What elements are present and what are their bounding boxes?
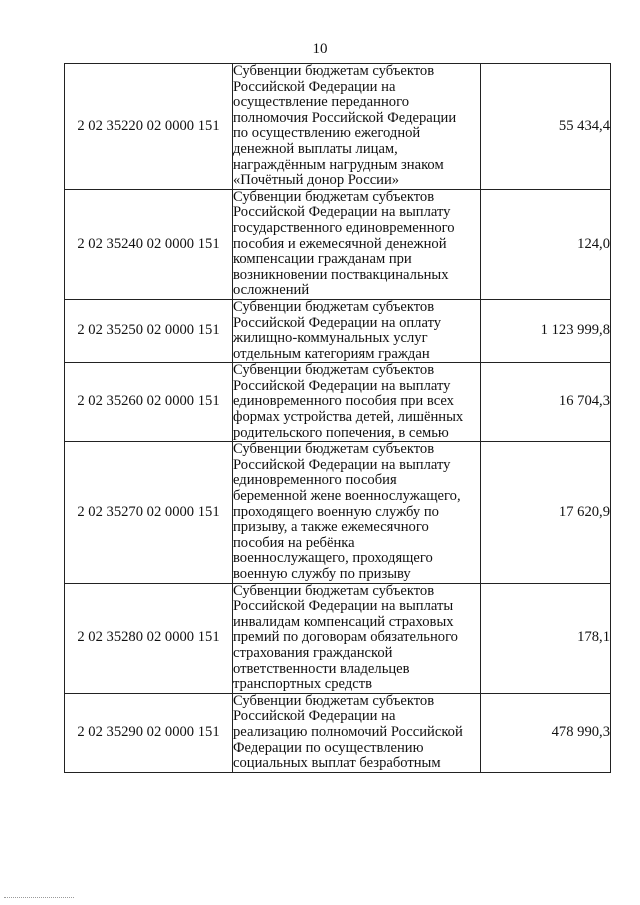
budget-code-cell: 2 02 35250 02 0000 151: [65, 299, 233, 362]
table-row: [65, 299, 611, 362]
amount-cell: 1 123 999,8: [481, 299, 611, 362]
description-line: военнослужащего, проходящего: [233, 550, 433, 567]
description-line: Субвенции бюджетам субъектов: [233, 188, 435, 205]
description-line: Федерации по осуществлению: [233, 739, 424, 756]
description-line: пособия и ежемесячной денежной: [233, 235, 447, 252]
amount-cell: 124,0: [481, 189, 611, 299]
description-line: призыву, а также ежемесячного: [233, 519, 429, 536]
description-line: транспортных средств: [233, 676, 372, 693]
description-line: возникновении поствакцинальных: [233, 266, 449, 283]
description-line: Субвенции бюджетам субъектов: [233, 63, 435, 79]
budget-code-cell: 2 02 35220 02 0000 151: [65, 64, 233, 190]
description-line: отдельным категориям граждан: [233, 345, 430, 362]
budget-revenue-table: [64, 63, 611, 773]
budget-code-cell: 2 02 35240 02 0000 151: [65, 189, 233, 299]
description-cell: [233, 693, 481, 772]
amount-cell: 16 704,3: [481, 363, 611, 442]
description-line: осложнений: [233, 282, 310, 299]
description-line: единовременного пособия при всех: [233, 393, 454, 410]
description-cell: [233, 189, 481, 299]
description-line: формах устройства детей, лишённых: [233, 409, 464, 426]
description-line: проходящего военную службу по: [233, 503, 439, 520]
description-line: полномочия Российской Федерации: [233, 109, 457, 126]
description-line: реализацию полномочий Российской: [233, 723, 463, 740]
amount-cell: 478 990,3: [481, 693, 611, 772]
description-line: Российской Федерации на выплату: [233, 377, 451, 394]
description-line: военную службу по призыву: [233, 566, 411, 582]
description-line: Российской Федерации на: [233, 78, 396, 95]
budget-code-cell: 2 02 35270 02 0000 151: [65, 442, 233, 583]
description-line: Российской Федерации на выплату: [233, 456, 451, 473]
page-number: 10: [312, 41, 328, 57]
table-row: [65, 363, 611, 442]
budget-code-cell: 2 02 35290 02 0000 151: [65, 693, 233, 772]
description-line: государственного единовременного: [233, 219, 455, 236]
table-row: [65, 189, 611, 299]
description-line: Субвенции бюджетам субъектов: [233, 692, 435, 709]
description-line: денежной выплаты лицам,: [233, 140, 398, 157]
description-line: осуществление переданного: [233, 94, 409, 111]
budget-code-cell: 2 02 35260 02 0000 151: [65, 363, 233, 442]
description-line: единовременного пособия: [233, 472, 397, 489]
amount-cell: 178,1: [481, 583, 611, 693]
scan-artifact-line: [4, 897, 74, 899]
description-line: по осуществлению ежегодной: [233, 125, 421, 142]
description-line: Российской Федерации на выплаты: [233, 598, 454, 615]
table-row: [65, 442, 611, 583]
table-row: [65, 64, 611, 190]
description-cell: [233, 583, 481, 693]
description-line: инвалидам компенсаций страховых: [233, 613, 454, 630]
table-body: [65, 64, 611, 773]
description-line: беременной жене военнослужащего,: [233, 488, 461, 505]
description-line: социальных выплат безработным: [233, 755, 441, 772]
description-line: Субвенции бюджетам субъектов: [233, 582, 435, 599]
description-line: Субвенции бюджетам субъектов: [233, 441, 435, 458]
amount-cell: 55 434,4: [481, 64, 611, 190]
description-cell: [233, 363, 481, 442]
description-line: ответственности владельцев: [233, 660, 410, 677]
description-line: компенсации гражданам при: [233, 251, 412, 268]
description-line: награждённым нагрудным знаком: [233, 156, 444, 173]
description-line: премий по договорам обязательного: [233, 629, 458, 646]
description-line: Субвенции бюджетам субъектов: [233, 362, 435, 379]
description-line: «Почётный донор России»: [233, 172, 400, 189]
description-cell: [233, 442, 481, 583]
description-cell: [233, 64, 481, 190]
description-line: Субвенции бюджетам субъектов: [233, 298, 435, 315]
amount-cell: 17 620,9: [481, 442, 611, 583]
description-line: жилищно-коммунальных услуг: [233, 330, 428, 347]
table-row: [65, 693, 611, 772]
description-line: родительского попечения, в семью: [233, 424, 449, 441]
description-line: страхования гражданской: [233, 644, 393, 661]
description-line: Российской Федерации на выплату: [233, 204, 451, 221]
description-line: Российской Федерации на оплату: [233, 314, 442, 331]
budget-code-cell: 2 02 35280 02 0000 151: [65, 583, 233, 693]
description-cell: [233, 299, 481, 362]
description-line: пособия на ребёнка: [233, 534, 355, 551]
description-line: Российской Федерации на: [233, 708, 396, 725]
table-row: [65, 583, 611, 693]
